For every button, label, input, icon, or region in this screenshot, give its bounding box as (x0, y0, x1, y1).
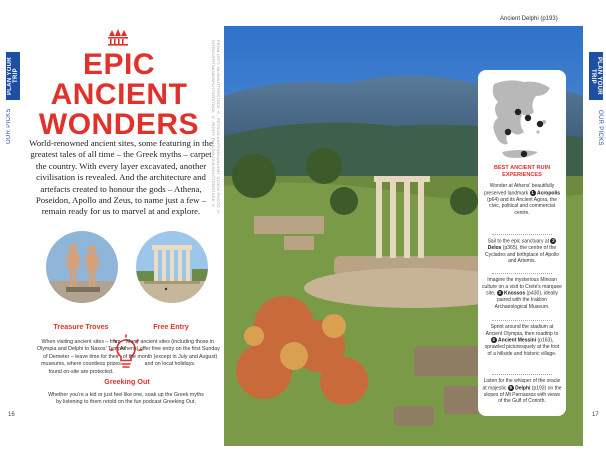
statues-photo (46, 231, 118, 303)
page-number-right: 17 (592, 412, 599, 418)
page-number-left: 16 (8, 412, 15, 418)
section-tab-left[interactable]: PLAN YOUR TRIP (6, 52, 20, 100)
greece-map-icon (484, 74, 560, 162)
temple-columns-photo (136, 231, 208, 303)
photo-caption: Ancient Delphi (p193) (500, 16, 558, 22)
map-marker-2 (537, 121, 543, 127)
list-item: Sail to the epic sanctuary at 2 Delos (p365), the centre of the Cyclades and birthplace of Apollo and Artemis. (485, 238, 559, 265)
number-badge: 4 (492, 337, 495, 343)
number-badge: 1 (531, 189, 534, 195)
map-marker-4 (505, 129, 511, 135)
section-side-label-right: OUR PICKS (597, 110, 603, 146)
feature-text-treasure: When visiting ancient sites – from Olympia and Delphi to Naxos' Temple of Demeter – leave time for their museums, where countless prizes found on-site are protected. (36, 339, 126, 375)
map-marker-3 (521, 151, 527, 157)
feature-text-greeking: Whether you're a kid or just feel like one, soak up the Greek myths by listening to them retold on the fun podcast Greeking Out. (48, 392, 204, 406)
divider (492, 374, 552, 375)
list-item: Sprint around the stadium at Ancient Olympia, then roadtrip to 4 Ancient Messini (p163), sprawled picturesquely at the foot of a hillside and historic village. (484, 324, 560, 357)
photo-credit: FROM LEFT: ML/SHUTTERSTOCK ©, PETROS ANTONIOU/ALAMY STOCK PHOTO ©, INTROVERTNANA/SHUTTERSTOCK ©, RIGHT: PAULGOUVIS/SHUTTERSTOCK © (211, 40, 221, 216)
feature-title-free-entry: Free Entry (153, 322, 189, 331)
number-badge: 2 (552, 238, 555, 243)
list-item: Imagine the mysterious Minoan culture on a visit to Crete's marquee site, 3 Knossos (p430), ideally paired with the Iraklion Archaeological Museum. (482, 277, 562, 310)
divider (492, 273, 552, 274)
section-side-label-left: OUR PICKS (6, 108, 12, 144)
feature-title-treasure: Treasure Troves (53, 322, 109, 331)
list-item: Listen for the whisper of the oracle at majestic 5 Delphi (p193) on the slopes of Mt Parnassos with views of the Gulf of Corinth. (482, 378, 562, 405)
best-ruins-card (478, 70, 566, 416)
card-heading: BEST ANCIENT RUIN EXPERIENCES (493, 165, 551, 178)
page-title: EPIC ANCIENT WONDERS (38, 48, 200, 141)
intro-paragraph: World-renowned ancient sites, some featuring in the greatest tales of all time – the Greek myths – carpet the country. With every layer excavated, another civilisation is revealed. And the architecture and artefacts created to honour the gods – Athena, Poseidon, Apollo and Zeus, to name just a few – remain ready for us to marvel at and explore. (29, 138, 213, 217)
divider (492, 320, 552, 321)
number-badge: 3 (498, 290, 501, 296)
feature-title-greeking: Greeking Out (104, 377, 150, 386)
section-tab-right[interactable]: PLAN YOUR TRIP (589, 52, 603, 100)
map-marker-1 (525, 115, 531, 121)
divider (492, 234, 552, 235)
map-marker-5 (515, 109, 521, 115)
number-badge: 5 (509, 384, 512, 390)
temple-logo-icon (106, 28, 130, 46)
feature-text-free-entry: Many ancient sites (including those in Athens) offer free entry on the first Sunday of the month (except in July and August) and on local holidays. (120, 339, 220, 368)
list-item: Wonder at Athens' beautifully preserved landmark 1 Acropolis (p64) and its Ancient Agora, the civic, political and commercial centre. (483, 183, 561, 216)
